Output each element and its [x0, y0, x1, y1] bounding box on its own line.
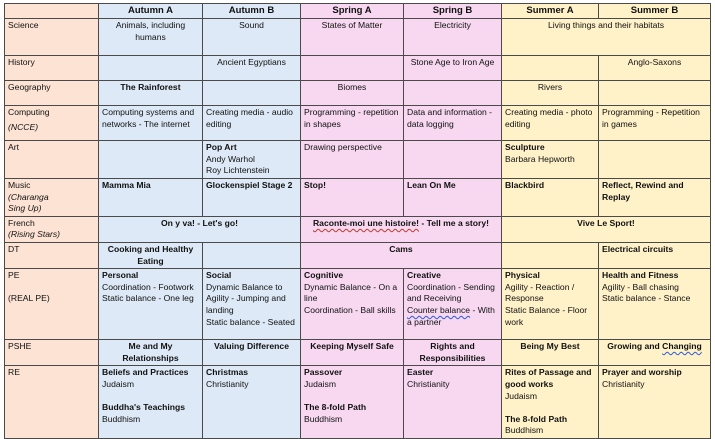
dt-autumn-a: Cooking and Healthy Eating: [99, 242, 203, 268]
pe-autumn-b-skill-2: Static balance - Seated: [206, 316, 295, 327]
computing-spring-a: Programming - repetition in shapes: [301, 106, 404, 141]
re-autumn-a: [99, 366, 203, 439]
re-autumn-a-religion-1: Judaism: [102, 378, 134, 389]
french-autumn: On y va! - Let's go!: [99, 216, 301, 242]
pe-autumn-b-skill-1: Dynamic Balance to Agility - Jumping and landing: [206, 281, 286, 315]
pshe-autumn-b: Valuing Difference: [203, 340, 301, 366]
row-pe: [5, 269, 711, 340]
geography-autumn-b: [203, 81, 301, 106]
header-spring-b: Spring B: [404, 4, 502, 19]
pe-spring-b-skill-2: [407, 305, 498, 328]
geography-summer-b: [599, 81, 711, 106]
pe-autumn-a-skill-1: Coordination - Footwork: [102, 281, 194, 292]
science-summer: Living things and their habitats: [502, 19, 711, 56]
pshe-spring-a: Keeping Myself Safe: [301, 340, 404, 366]
pe-spring-b-skill-1: Coordination - Sending and Receiving: [407, 281, 495, 304]
row-geography: [5, 81, 711, 106]
pshe-summer-b-part-1: Growing and: [607, 341, 663, 352]
art-summer-a-title: Sculpture: [505, 142, 545, 152]
history-autumn-a: [99, 56, 203, 81]
subject-music: [5, 179, 99, 217]
pe-spring-a-skill-2: Coordination - Ball skills: [304, 304, 396, 315]
music-label: Music: [8, 180, 31, 190]
french-spring-french-title: Raconte-moi une histoire!: [312, 217, 419, 228]
row-history: [5, 56, 711, 81]
geography-spring-b: [404, 81, 502, 106]
re-spring-a: [301, 366, 404, 439]
subject-science: Science: [5, 19, 99, 56]
french-label: French: [8, 217, 35, 228]
re-spring-a-unit-2: The 8-fold Path: [304, 402, 367, 413]
art-autumn-b-artist-2: Roy Lichtenstein: [206, 165, 270, 176]
pe-spring-b: [404, 269, 502, 340]
french-scheme: (Rising Stars): [8, 229, 61, 240]
row-re: [5, 366, 711, 439]
re-summer-a: [502, 366, 599, 439]
dt-spring: Cams: [301, 242, 502, 268]
header-summer-b: Summer B: [599, 4, 711, 19]
header-blank: [5, 4, 99, 19]
re-summer-a-unit-1: Rites of Passage and good works: [505, 367, 592, 389]
header-autumn-a: Autumn A: [99, 4, 203, 19]
pe-autumn-a-skill-2: Static balance - One leg: [102, 293, 194, 304]
science-spring-b: Electricity: [404, 19, 502, 56]
re-spring-a-religion-2: Buddhism: [304, 413, 343, 424]
computing-autumn-b: Creating media - audio editing: [203, 106, 301, 141]
row-art: [5, 141, 711, 179]
art-autumn-b-artist-1: Andy Warhol: [206, 153, 255, 164]
row-computing: [5, 106, 711, 141]
subject-history: History: [5, 56, 99, 81]
subject-re: RE: [5, 366, 99, 439]
pe-scheme: (REAL PE): [8, 293, 50, 304]
music-scheme-1: (Charanga: [8, 191, 49, 202]
art-spring-a: Drawing perspective: [301, 141, 404, 179]
subject-pshe: PSHE: [5, 340, 99, 366]
pshe-summer-b: [599, 340, 711, 366]
subject-art: Art: [5, 141, 99, 179]
pshe-summer-a: Being My Best: [502, 340, 599, 366]
pe-summer-b-skill-1: Agility - Ball chasing: [602, 281, 679, 292]
music-summer-b: Reflect, Rewind and Replay: [599, 179, 711, 217]
re-autumn-a-unit-2: Buddha's Teachings: [102, 402, 186, 413]
pe-spring-a: [301, 269, 404, 340]
re-summer-b-unit: Prayer and worship: [602, 367, 682, 378]
pe-summer-a-title: Physical: [505, 270, 540, 281]
subject-french: [5, 216, 99, 242]
french-spring-english-title: - Tell me a story!: [418, 217, 490, 228]
subject-geography: Geography: [5, 81, 99, 106]
computing-autumn-a: Computing systems and networks - The internet: [99, 106, 203, 141]
computing-summer-a: Creating media - photo editing: [502, 106, 599, 141]
art-summer-a: [502, 141, 599, 179]
pe-summer-a: [502, 269, 599, 340]
pshe-autumn-a: Me and My Relationships: [99, 340, 203, 366]
art-autumn-a: [99, 141, 203, 179]
pe-summer-b: [599, 269, 711, 340]
music-spring-a: Stop!: [301, 179, 404, 217]
art-spring-b: [404, 141, 502, 179]
science-autumn-b: Sound: [203, 19, 301, 56]
music-spring-b: Lean On Me: [404, 179, 502, 217]
re-summer-a-religion-1: Judaism: [505, 390, 537, 401]
pe-autumn-a: [99, 269, 203, 340]
art-summer-a-artist: Barbara Hepworth: [505, 153, 575, 164]
pe-label: PE: [8, 270, 20, 281]
re-autumn-a-religion-2: Buddhism: [102, 413, 141, 424]
pe-spring-b-partner: - With a partner: [407, 304, 495, 327]
geography-summer-a: Rivers: [502, 81, 599, 106]
computing-label: Computing: [8, 107, 50, 117]
pshe-summer-b-part-2: Changing: [662, 341, 702, 352]
pe-summer-b-skill-2: Static balance - Stance: [602, 293, 691, 304]
re-summer-a-unit-2: The 8-fold Path: [505, 413, 568, 424]
pe-autumn-b: [203, 269, 301, 340]
re-summer-b-religion: Christianity: [602, 378, 645, 389]
pe-autumn-b-title: Social: [206, 270, 232, 281]
pe-spring-a-skill-1: Dynamic Balance - On a line: [304, 281, 398, 304]
re-autumn-b-religion: Christianity: [206, 378, 249, 389]
pe-autumn-a-title: Personal: [102, 270, 139, 281]
row-dt: [5, 242, 711, 268]
computing-scheme: (NCCE): [8, 121, 39, 132]
header-summer-a: Summer A: [502, 4, 599, 19]
computing-summer-b: Programming - Repetition in games: [599, 106, 711, 141]
history-spring-a: [301, 56, 404, 81]
row-music: [5, 179, 711, 217]
row-science: [5, 19, 711, 56]
history-autumn-b: Ancient Egyptians: [203, 56, 301, 81]
pe-spring-b-title: Creative: [407, 270, 441, 281]
re-autumn-a-unit-1: Beliefs and Practices: [102, 367, 189, 378]
row-french: [5, 216, 711, 242]
geography-spring-a: Biomes: [301, 81, 404, 106]
geography-autumn-a: The Rainforest: [99, 81, 203, 106]
curriculum-table: [4, 3, 711, 439]
header-row: [5, 4, 711, 19]
french-spring: [301, 216, 502, 242]
re-autumn-b: [203, 366, 301, 439]
pe-summer-a-skill-2: Static Balance - Floor work: [505, 304, 588, 327]
re-spring-b: [404, 366, 502, 439]
dt-autumn-b: [203, 242, 301, 268]
art-autumn-b-title: Pop Art: [206, 142, 237, 152]
re-summer-a-religion-2: Buddhism: [505, 425, 544, 436]
pe-summer-a-skill-1: Agility - Reaction / Response: [505, 281, 575, 304]
art-autumn-b: [203, 141, 301, 179]
header-spring-a: Spring A: [301, 4, 404, 19]
subject-computing: [5, 106, 99, 141]
re-spring-a-religion-1: Judaism: [304, 378, 336, 389]
dt-summer-a: [502, 242, 599, 268]
music-summer-a: Blackbird: [502, 179, 599, 217]
music-scheme-2: Sing Up): [8, 203, 42, 214]
pe-summer-b-title: Health and Fitness: [602, 270, 679, 281]
pe-spring-a-title: Cognitive: [304, 270, 344, 281]
header-autumn-b: Autumn B: [203, 4, 301, 19]
science-spring-a: States of Matter: [301, 19, 404, 56]
subject-dt: DT: [5, 242, 99, 268]
re-autumn-b-unit: Christmas: [206, 367, 249, 378]
re-spring-a-unit-1: Passover: [304, 367, 343, 378]
row-pshe: [5, 340, 711, 366]
computing-spring-b: Data and information - data logging: [404, 106, 502, 141]
pe-spring-b-counter-balance: Counter balance: [407, 304, 471, 315]
dt-summer-b: Electrical circuits: [599, 242, 711, 268]
history-summer-b: Anglo-Saxons: [599, 56, 711, 81]
science-autumn-a: Animals, including humans: [99, 19, 203, 56]
history-spring-b: Stone Age to Iron Age: [404, 56, 502, 81]
re-summer-b: [599, 366, 711, 439]
re-spring-b-unit: Easter: [407, 367, 434, 378]
music-autumn-a: Mamma Mia: [99, 179, 203, 217]
re-spring-b-religion: Christianity: [407, 378, 450, 389]
history-summer-a: [502, 56, 599, 81]
subject-pe: [5, 269, 99, 340]
music-autumn-b: Glockenspiel Stage 2: [203, 179, 301, 217]
pshe-spring-b: Rights and Responsibilities: [404, 340, 502, 366]
french-summer: Vive Le Sport!: [502, 216, 711, 242]
art-summer-b: [599, 141, 711, 179]
